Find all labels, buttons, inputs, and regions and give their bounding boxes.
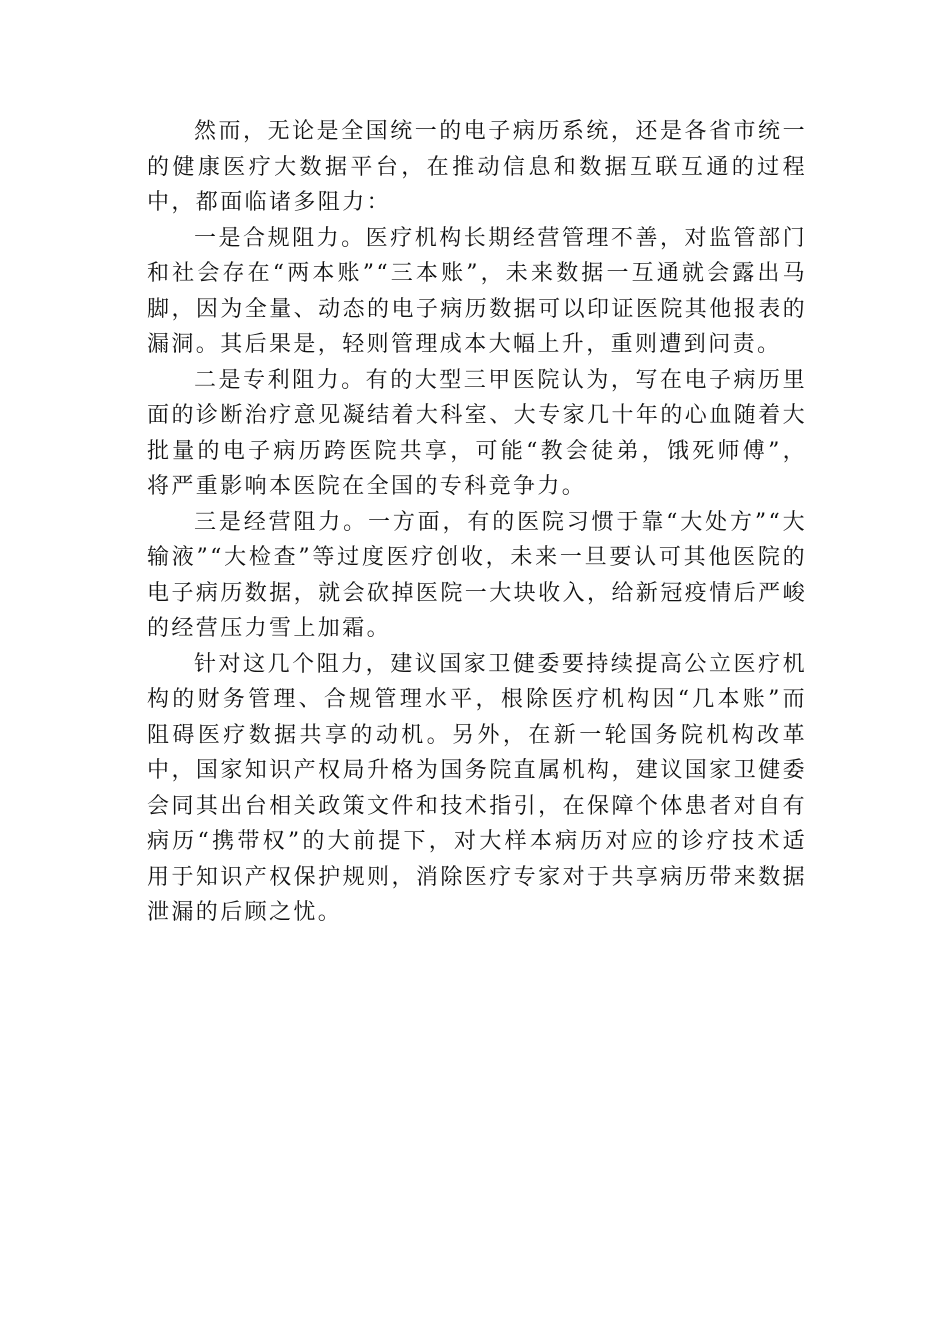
paragraph-operating-resistance: 三是经营阻力。一方面，有的医院习惯于靠“大处方”“大输液”“大检查”等过度医疗创收，未来一旦要认可其他医院的电子病历数据，就会砍掉医院一大块收入，给新冠疫情后严峻的经营压力雪上加霜。 <box>147 509 807 641</box>
paragraph-intro: 然而，无论是全国统一的电子病历系统，还是各省市统一的健康医疗大数据平台，在推动信息和数据互联互通的过程中，都面临诸多阻力： <box>147 119 807 215</box>
paragraph-recommendation: 针对这几个阻力，建议国家卫健委要持续提高公立医疗机构的财务管理、合规管理水平，根除医疗机构因“几本账”而阻碍医疗数据共享的动机。另外，在新一轮国务院机构改革中，国家知识产权局升格为国务院直属机构，建议国家卫健委会同其出台相关政策文件和技术指引，在保障个体患者对自有病历“携带权”的大前提下，对大样本病历对应的诊疗技术适用于知识产权保护规则，消除医疗专家对于共享病历带来数据泄漏的后顾之忧。 <box>147 651 807 925</box>
paragraph-compliance-resistance: 一是合规阻力。医疗机构长期经营管理不善，对监管部门和社会存在“两本账”“三本账”，未来数据一互通就会露出马脚，因为全量、动态的电子病历数据可以印证医院其他报表的漏洞。其后果是，轻则管理成本大幅上升，重则遭到问责。 <box>147 225 807 357</box>
paragraph-patent-resistance: 二是专利阻力。有的大型三甲医院认为，写在电子病历里面的诊断治疗意见凝结着大科室、大专家几十年的心血随着大批量的电子病历跨医院共享，可能“教会徒弟，饿死师傅”，将严重影响本医院在全国的专科竞争力。 <box>147 367 807 499</box>
document-body <box>147 114 807 931</box>
